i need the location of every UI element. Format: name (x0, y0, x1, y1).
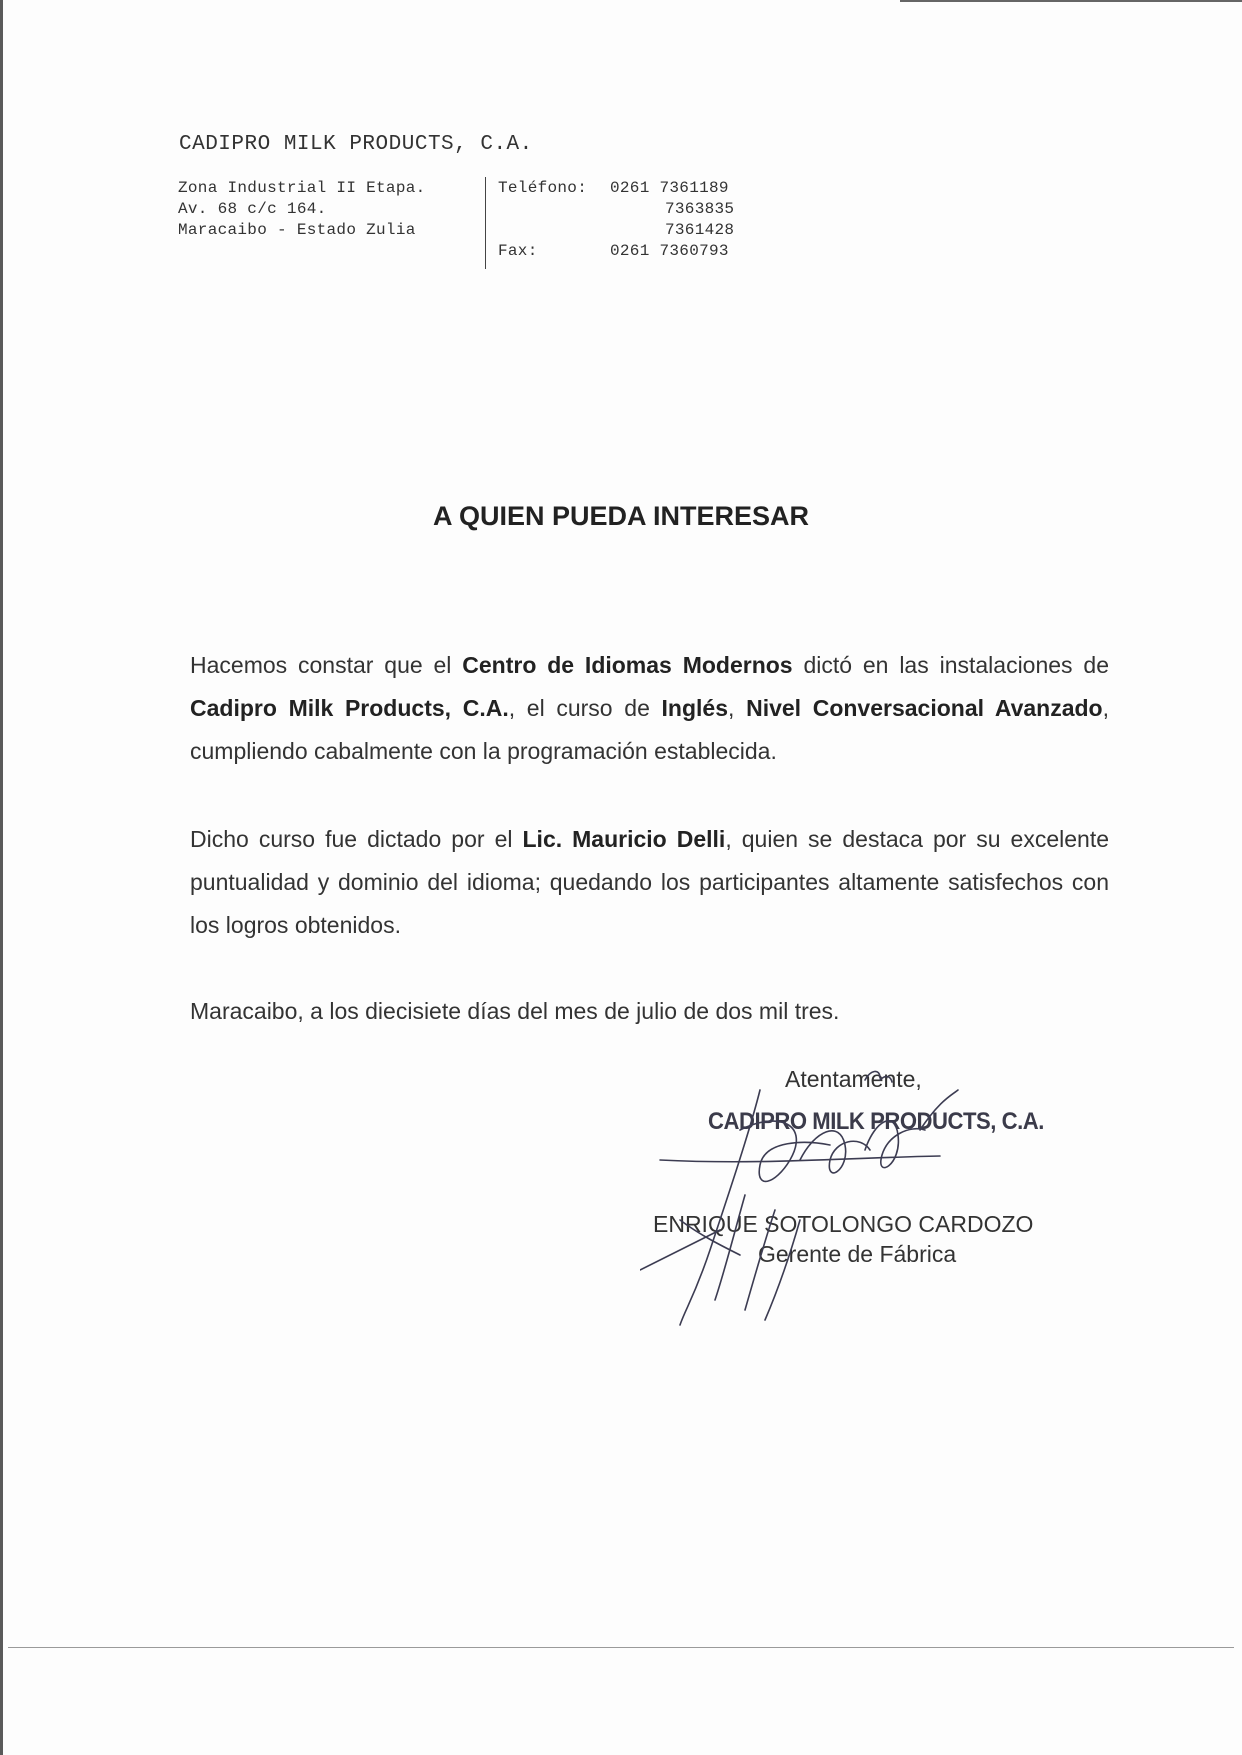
scan-top-mark (900, 0, 1242, 2)
company-address (178, 178, 426, 241)
date-paragraph: Maracaibo, a los diecisiete días del mes de julio de dos mil tres. (190, 998, 840, 1024)
phone-number: 0261 7361189 (610, 179, 729, 197)
handwritten-signature (640, 1070, 1000, 1340)
phone-label: Teléfono: (498, 179, 588, 197)
closing: Atentamente, (785, 1066, 922, 1092)
fax-label: Fax: (498, 242, 538, 260)
company-name: CADIPRO MILK PRODUCTS, C.A. (179, 133, 533, 156)
scan-left-edge (0, 0, 3, 1755)
signer-name: ENRIQUE SOTOLONGO CARDOZO (653, 1211, 1034, 1237)
body-paragraph-1: Hacemos constar que el Centro de Idiomas Modernos dictó en las instalaciones de Cadipro Milk Products, C.A., el curso de Inglés, Nivel Conversacional Avanzado, cumpliendo cabalmente con la programación establecida. (190, 652, 1110, 764)
signer-role: Gerente de Fábrica (758, 1241, 957, 1267)
company-contacts (498, 178, 734, 262)
company-stamp: CADIPRO MILK PRODUCTS, C.A. (708, 1108, 1044, 1135)
address-line: Maracaibo - Estado Zulia (178, 221, 416, 239)
scan-bottom-rule (8, 1647, 1234, 1648)
letter-title: A QUIEN PUEDA INTERESAR (432, 501, 810, 531)
phone-number: 7361428 (665, 221, 735, 239)
letterhead-divider (485, 177, 486, 269)
body-paragraph-2: Dicho curso fue dictado por el Lic. Mauricio Delli, quien se destaca por su excelente puntualidad y dominio del idioma; quedando los participantes altamente satisfechos con los logros obtenidos. (190, 826, 1109, 938)
phone-number: 7363835 (665, 200, 735, 218)
address-line: Av. 68 c/c 164. (178, 200, 327, 218)
address-line: Zona Industrial II Etapa. (178, 179, 426, 197)
fax-number: 0261 7360793 (610, 242, 729, 260)
